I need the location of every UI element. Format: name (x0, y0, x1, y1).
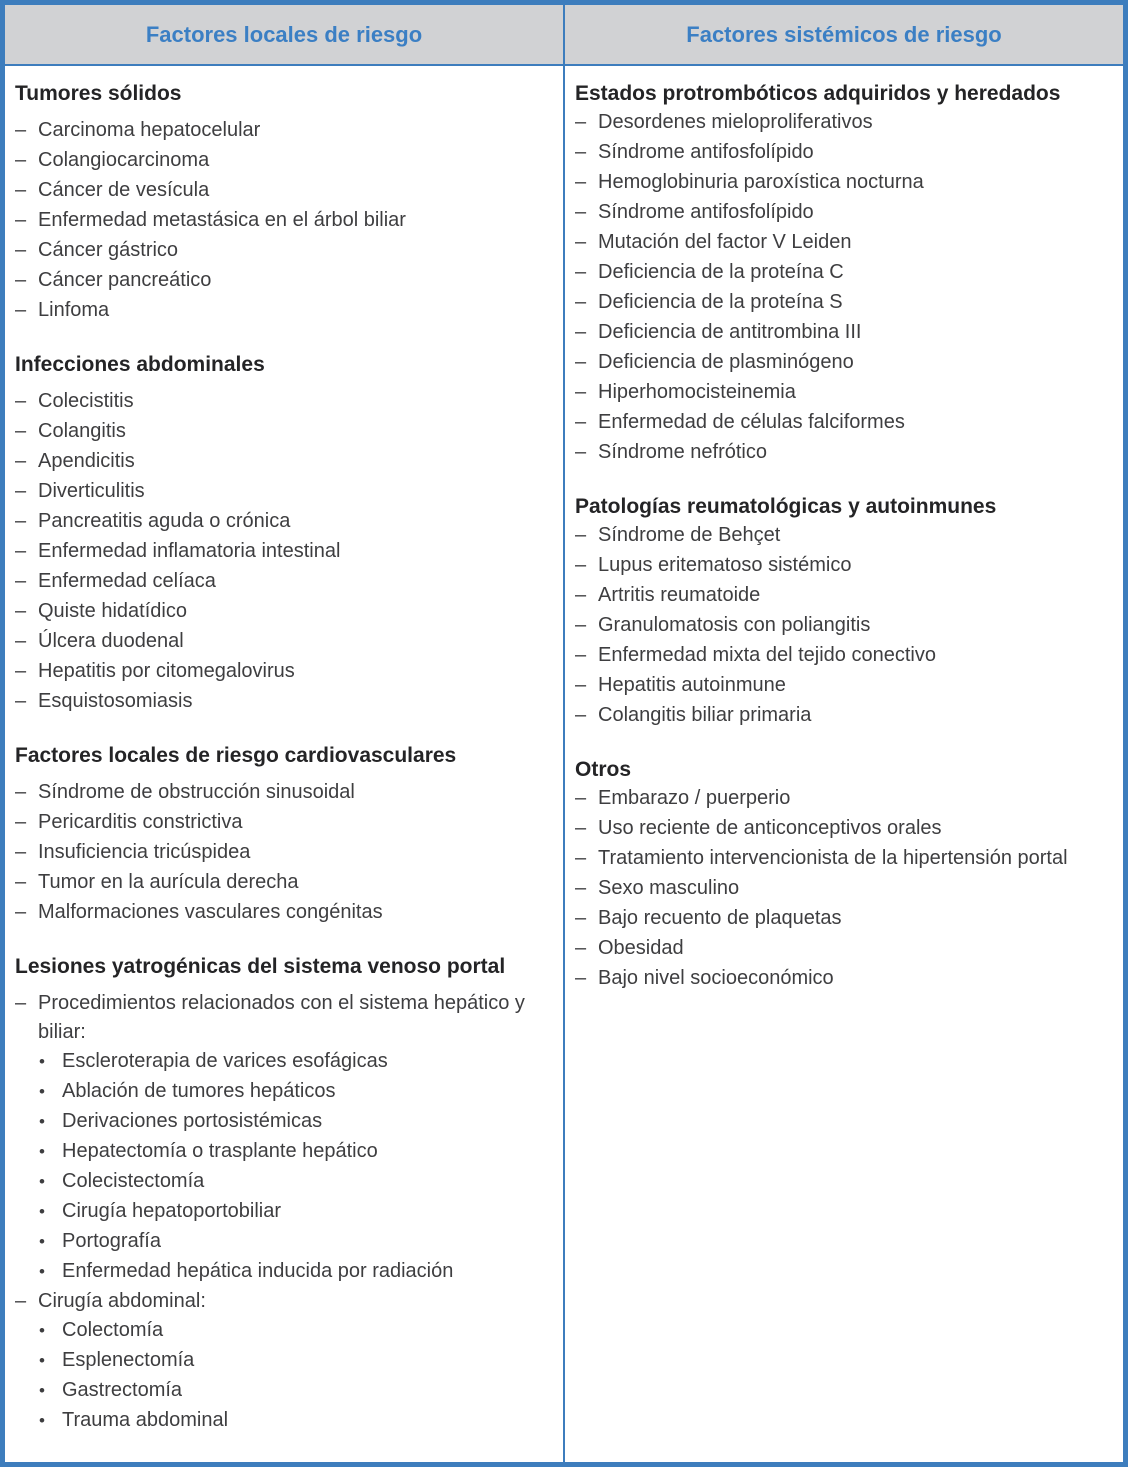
dash-item-text: Síndrome nefrótico (598, 441, 767, 463)
list-item (575, 611, 1117, 640)
item-line-dash-item (15, 206, 557, 235)
dash-item-marker: – (15, 209, 27, 231)
section-title: Infecciones abdominales (15, 353, 265, 376)
dash-item-marker: – (15, 992, 27, 1014)
list-item (575, 318, 1117, 347)
dash-item-text: Cirugía abdominal: (38, 1290, 206, 1312)
bullet-item-marker: • (39, 1351, 45, 1370)
list-item (575, 408, 1117, 437)
dash-item-marker: – (15, 119, 27, 141)
list-item (575, 288, 1117, 317)
list-item (575, 348, 1117, 377)
list-item (575, 641, 1117, 670)
dash-item-text: Uso reciente de anticonceptivos orales (598, 817, 942, 839)
dash-item-marker: – (575, 321, 587, 343)
dash-item-text: Tratamiento intervencionista de la hipertensión portal (598, 847, 1068, 869)
list-item (15, 808, 557, 837)
dash-item-marker: – (575, 614, 587, 636)
item-line-dash-item (575, 611, 1117, 640)
dash-item-marker: – (575, 111, 587, 133)
dash-item-text: Apendicitis (38, 450, 135, 472)
bullet-item-text: Esplenectomía (62, 1349, 195, 1371)
list-item (15, 236, 557, 265)
dash-item-text: Pancreatitis aguda o crónica (38, 510, 291, 532)
list-item (15, 146, 557, 175)
sub-list-item (39, 1107, 557, 1136)
dash-item-text: Mutación del factor V Leiden (598, 231, 852, 253)
list-item (575, 258, 1117, 287)
item-line-dash-item (15, 417, 557, 446)
dash-item-text: Hepatitis autoinmune (598, 674, 786, 696)
section-title: Factores locales de riesgo cardiovasculares (15, 744, 457, 767)
list-item (575, 168, 1117, 197)
bullet-item-text: Escleroterapia de varices esofágicas (62, 1050, 388, 1072)
dash-item-marker: – (15, 781, 27, 803)
dash-item-marker: – (15, 510, 27, 532)
dash-item-marker: – (575, 554, 587, 576)
dash-item-marker: – (575, 441, 587, 463)
item-line-dash-item (15, 146, 557, 175)
item-line-dash-item (575, 138, 1117, 167)
list-item (575, 581, 1117, 610)
item-line-dash-item (575, 934, 1117, 963)
dash-item-marker: – (575, 967, 587, 989)
bullet-list (15, 1047, 557, 1286)
list-item (15, 417, 557, 446)
bullet-item-marker: • (39, 1262, 45, 1281)
list-item (575, 701, 1117, 730)
dash-item-text: Cáncer pancreático (38, 269, 212, 291)
dash-item-text: Bajo recuento de plaquetas (598, 907, 842, 929)
dash-item-marker: – (575, 584, 587, 606)
dash-item-marker: – (15, 239, 27, 261)
item-line-dash-item (575, 671, 1117, 700)
dash-item-marker: – (575, 381, 587, 403)
item-line-bullet-item (39, 1227, 557, 1256)
list-item (15, 868, 557, 897)
dash-item-marker: – (15, 480, 27, 502)
bullet-item-text: Trauma abdominal (62, 1409, 229, 1431)
item-line-bullet-item (39, 1376, 557, 1405)
dash-item-marker: – (15, 901, 27, 923)
dash-item-marker: – (15, 660, 27, 682)
bullet-item-marker: • (39, 1082, 45, 1101)
dash-item-marker: – (575, 201, 587, 223)
dash-item-marker: – (15, 570, 27, 592)
sub-list-item (39, 1316, 557, 1345)
dash-list (15, 116, 557, 325)
sub-list-item (39, 1227, 557, 1256)
dash-item-marker: – (15, 540, 27, 562)
list-item (575, 138, 1117, 167)
item-line-dash-item (15, 507, 557, 536)
list-item (575, 844, 1117, 873)
item-line-dash-item (575, 288, 1117, 317)
section-title: Tumores sólidos (15, 82, 182, 105)
list-item (15, 1287, 557, 1435)
dash-item-marker: – (575, 231, 587, 253)
dash-item-text: Quiste hidatídico (38, 600, 187, 622)
item-line-dash-item (575, 348, 1117, 377)
item-line-dash-item (15, 567, 557, 596)
bullet-item-text: Colectomía (62, 1319, 164, 1341)
item-line-dash-item (15, 898, 557, 927)
item-line-dash-item (575, 641, 1117, 670)
dash-item-marker: – (575, 847, 587, 869)
sub-list-item (39, 1137, 557, 1166)
item-line-dash-item (575, 551, 1117, 580)
bullet-item-text: Cirugía hepatoportobiliar (62, 1200, 282, 1222)
section (575, 756, 1117, 993)
item-line-dash-item (575, 378, 1117, 407)
list-item (575, 108, 1117, 137)
item-line-dash-item (15, 597, 557, 626)
dash-item-text: Colangitis biliar primaria (598, 704, 812, 726)
dash-item-text: Cáncer de vesícula (38, 179, 210, 201)
item-line-bullet-item (39, 1107, 557, 1136)
dash-item-marker: – (15, 450, 27, 472)
item-line-dash-item (15, 266, 557, 295)
item-line-dash-item (15, 296, 557, 325)
dash-item-marker: – (575, 674, 587, 696)
dash-item-marker: – (575, 704, 587, 726)
dash-item-marker: – (575, 937, 587, 959)
bullet-item-marker: • (39, 1381, 45, 1400)
dash-item-text: Malformaciones vasculares congénitas (38, 901, 383, 923)
item-line-dash-item (15, 477, 557, 506)
list-item (575, 378, 1117, 407)
dash-item-text: Insuficiencia tricúspidea (38, 841, 251, 863)
item-line-dash-item (575, 408, 1117, 437)
item-line-bullet-item (39, 1137, 557, 1166)
bullet-item-marker: • (39, 1321, 45, 1340)
item-line-dash-item (575, 701, 1117, 730)
dash-item-text: Carcinoma hepatocelular (38, 119, 261, 141)
column-local-risk-factors (5, 66, 563, 1462)
item-line-dash-item (15, 627, 557, 656)
sub-list-item (39, 1047, 557, 1076)
item-line-dash-item (15, 657, 557, 686)
dash-item-marker: – (15, 871, 27, 893)
dash-item-text: Obesidad (598, 937, 684, 959)
list-item (15, 898, 557, 927)
item-line-dash-item (575, 814, 1117, 843)
bullet-item-marker: • (39, 1172, 45, 1191)
section (15, 953, 557, 1435)
dash-item-marker: – (15, 299, 27, 321)
bullet-item-marker: • (39, 1142, 45, 1161)
list-item (575, 551, 1117, 580)
dash-item-text: Deficiencia de la proteína C (598, 261, 844, 283)
dash-item-text: Enfermedad inflamatoria intestinal (38, 540, 341, 562)
item-line-dash-item (575, 168, 1117, 197)
section (15, 742, 557, 927)
section (575, 493, 1117, 730)
section (575, 80, 1117, 467)
dash-item-text: Colangiocarcinoma (38, 149, 210, 171)
dash-item-text: Esquistosomiasis (38, 690, 193, 712)
item-line-dash-item (15, 687, 557, 716)
dash-item-text: Sexo masculino (598, 877, 740, 899)
bullet-item-marker: • (39, 1112, 45, 1131)
list-item (575, 874, 1117, 903)
list-item (15, 567, 557, 596)
dash-item-text: Enfermedad de células falciformes (598, 411, 905, 433)
dash-item-marker: – (575, 644, 587, 666)
bullet-list (15, 1316, 557, 1435)
dash-item-text: Embarazo / puerperio (598, 787, 791, 809)
list-item (15, 597, 557, 626)
list-item (575, 934, 1117, 963)
dash-item-marker: – (575, 261, 587, 283)
dash-list (15, 989, 557, 1435)
dash-list (15, 387, 557, 716)
bullet-item-text: Portografía (62, 1230, 161, 1252)
section-title: Estados protrombóticos adquiridos y heredados (575, 82, 1061, 105)
dash-item-text: Tumor en la aurícula derecha (38, 871, 299, 893)
dash-list (575, 521, 1117, 730)
dash-item-text: Linfoma (38, 299, 110, 321)
dash-item-marker: – (15, 600, 27, 622)
dash-item-marker: – (575, 141, 587, 163)
list-item (575, 228, 1117, 257)
dash-item-marker: – (15, 149, 27, 171)
item-line-dash-item (15, 989, 557, 1047)
list-item (15, 266, 557, 295)
dash-item-marker: – (15, 811, 27, 833)
section-title: Lesiones yatrogénicas del sistema venoso portal (15, 955, 506, 978)
dash-item-text: Artritis reumatoide (598, 584, 761, 606)
section (15, 351, 557, 716)
dash-item-marker: – (575, 171, 587, 193)
list-item (15, 687, 557, 716)
dash-item-marker: – (15, 390, 27, 412)
dash-item-text: Hiperhomocisteinemia (598, 381, 796, 403)
item-line-dash-item (15, 868, 557, 897)
dash-item-text: Deficiencia de antitrombina III (598, 321, 862, 343)
item-line-dash-item (15, 447, 557, 476)
list-item (15, 206, 557, 235)
item-line-dash-item (575, 438, 1117, 467)
item-line-dash-item (575, 258, 1117, 287)
dash-item-text: Síndrome de Behçet (598, 524, 781, 546)
list-item (15, 778, 557, 807)
item-line-dash-item (15, 1287, 557, 1316)
list-item (575, 438, 1117, 467)
dash-item-marker: – (575, 524, 587, 546)
column-header-systemic-risk-factors: Factores sistémicos de riesgo (563, 5, 1123, 64)
list-item (575, 671, 1117, 700)
item-line-dash-item (15, 176, 557, 205)
column-systemic-risk-factors (563, 66, 1123, 1462)
table-header-row (5, 5, 1123, 66)
list-item (575, 521, 1117, 550)
dash-item-marker: – (575, 877, 587, 899)
sub-list-item (39, 1167, 557, 1196)
section-title: Patologías reumatológicas y autoinmunes (575, 495, 997, 518)
section-title: Otros (575, 758, 632, 781)
dash-item-text: Pericarditis constrictiva (38, 811, 243, 833)
dash-item-marker: – (15, 269, 27, 291)
dash-item-text: Síndrome antifosfolípido (598, 141, 814, 163)
item-line-dash-item (575, 844, 1117, 873)
sub-list-item (39, 1346, 557, 1375)
item-line-bullet-item (39, 1257, 557, 1286)
list-item (15, 387, 557, 416)
list-item (15, 176, 557, 205)
dash-item-marker: – (15, 630, 27, 652)
bullet-item-text: Ablación de tumores hepáticos (62, 1080, 336, 1102)
list-item (15, 989, 557, 1286)
sub-list-item (39, 1406, 557, 1435)
dash-item-marker: – (15, 179, 27, 201)
item-line-dash-item (575, 581, 1117, 610)
bullet-item-marker: • (39, 1411, 45, 1430)
item-line-dash-item (15, 537, 557, 566)
item-line-bullet-item (39, 1077, 557, 1106)
table-body-row (5, 66, 1123, 1462)
item-line-dash-item (575, 904, 1117, 933)
dash-item-text: Hepatitis por citomegalovirus (38, 660, 295, 682)
bullet-item-marker: • (39, 1232, 45, 1251)
column-header-local-risk-factors: Factores locales de riesgo (145, 21, 423, 47)
dash-item-text: Cáncer gástrico (38, 239, 179, 261)
list-item (575, 198, 1117, 227)
item-line-dash-item (575, 964, 1117, 993)
item-line-bullet-item (39, 1316, 557, 1345)
dash-item-text: Síndrome de obstrucción sinusoidal (38, 781, 355, 803)
item-line-dash-item (15, 838, 557, 867)
dash-item-marker: – (15, 1290, 27, 1312)
list-item (15, 627, 557, 656)
list-item (575, 814, 1117, 843)
list-item (15, 507, 557, 536)
dash-item-marker: – (575, 817, 587, 839)
dash-item-marker: – (15, 690, 27, 712)
item-line-dash-item (575, 318, 1117, 347)
list-item (15, 838, 557, 867)
sub-list-item (39, 1257, 557, 1286)
list-item (15, 447, 557, 476)
list-item (575, 904, 1117, 933)
dash-item-text: Enfermedad mixta del tejido conectivo (598, 644, 936, 666)
item-line-dash-item (575, 108, 1117, 137)
list-item (15, 116, 557, 145)
dash-item-text: Colangitis (38, 420, 126, 442)
section (15, 80, 557, 325)
list-item (575, 784, 1117, 813)
list-item (575, 964, 1117, 993)
bullet-item-marker: • (39, 1202, 45, 1221)
item-line-dash-item (15, 236, 557, 265)
item-line-dash-item (575, 521, 1117, 550)
item-line-dash-item (575, 784, 1117, 813)
dash-item-marker: – (575, 351, 587, 373)
item-line-bullet-item (39, 1406, 557, 1435)
list-item (15, 296, 557, 325)
dash-item-text: Bajo nivel socioeconómico (598, 967, 834, 989)
dash-item-text: Desordenes mieloproliferativos (598, 111, 873, 133)
bullet-item-text: Gastrectomía (62, 1379, 183, 1401)
item-line-dash-item (15, 116, 557, 145)
dash-item-marker: – (575, 907, 587, 929)
dash-item-text: Diverticulitis (38, 480, 145, 502)
item-line-dash-item (15, 778, 557, 807)
dash-item-text: Colecistitis (38, 390, 134, 412)
dash-item-marker: – (15, 420, 27, 442)
item-line-dash-item (15, 387, 557, 416)
dash-item-text: Enfermedad celíaca (38, 570, 216, 592)
bullet-item-text: Colecistectomía (62, 1170, 205, 1192)
dash-item-marker: – (575, 291, 587, 313)
item-line-bullet-item (39, 1047, 557, 1076)
dash-item-text: Hemoglobinuria paroxística nocturna (598, 171, 924, 193)
item-line-dash-item (15, 808, 557, 837)
item-line-dash-item (575, 228, 1117, 257)
bullet-item-text: Derivaciones portosistémicas (62, 1110, 323, 1132)
dash-item-text: Síndrome antifosfolípido (598, 201, 814, 223)
dash-item-marker: – (575, 787, 587, 809)
item-line-bullet-item (39, 1167, 557, 1196)
dash-item-text: Deficiencia de la proteína S (598, 291, 843, 313)
dash-list (575, 784, 1117, 993)
list-item (15, 657, 557, 686)
list-item (15, 537, 557, 566)
item-line-dash-item (575, 874, 1117, 903)
dash-item-marker: – (575, 411, 587, 433)
bullet-item-marker: • (39, 1052, 45, 1071)
item-line-bullet-item (39, 1197, 557, 1226)
bullet-item-text: Hepatectomía o trasplante hepático (62, 1140, 378, 1162)
dash-item-text: Enfermedad metastásica en el árbol biliar (38, 209, 406, 231)
dash-item-text: Lupus eritematoso sistémico (598, 554, 852, 576)
sub-list-item (39, 1197, 557, 1226)
dash-item-text: Granulomatosis con poliangitis (598, 614, 871, 636)
dash-list (15, 778, 557, 927)
dash-item-text: Procedimientos relacionados con el sistema hepático y biliar: (38, 992, 525, 1043)
item-line-bullet-item (39, 1346, 557, 1375)
item-line-dash-item (575, 198, 1117, 227)
bullet-item-text: Enfermedad hepática inducida por radiación (62, 1260, 454, 1282)
sub-list-item (39, 1376, 557, 1405)
dash-item-marker: – (15, 841, 27, 863)
dash-list (575, 108, 1117, 467)
list-item (15, 477, 557, 506)
sub-list-item (39, 1077, 557, 1106)
dash-item-text: Úlcera duodenal (38, 630, 184, 652)
dash-item-text: Deficiencia de plasminógeno (598, 351, 854, 373)
